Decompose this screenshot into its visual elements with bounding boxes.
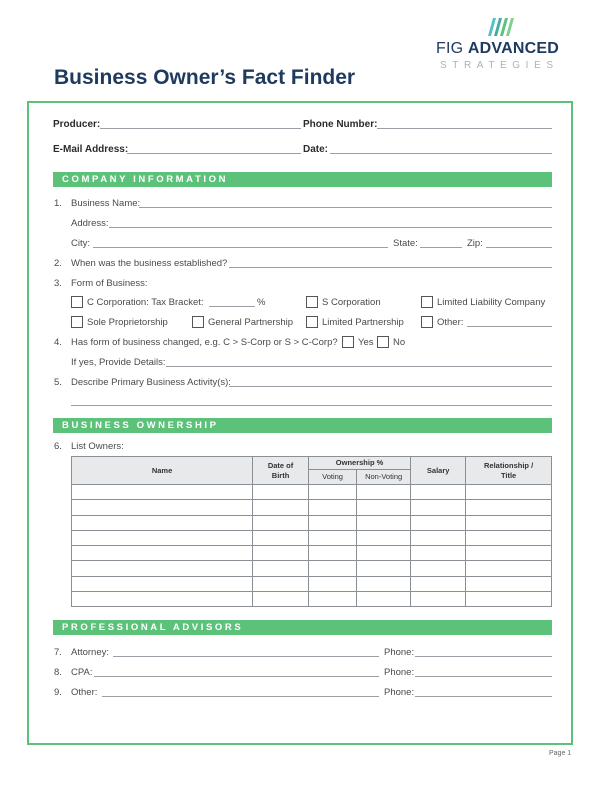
owner-relationship-cell[interactable] <box>466 592 552 607</box>
owner-salary-cell[interactable] <box>411 515 466 530</box>
sole-proprietorship-label: Sole Proprietorship <box>87 317 168 328</box>
cpa-label: CPA: <box>71 667 93 678</box>
owner-non-voting-cell[interactable] <box>357 515 411 530</box>
business-activity-field-2[interactable] <box>71 405 552 406</box>
owners-table-body <box>72 485 552 607</box>
owner-voting-cell[interactable] <box>308 515 356 530</box>
owner-non-voting-cell[interactable] <box>357 592 411 607</box>
col-dob-line2: Birth <box>271 470 290 480</box>
owner-voting-cell[interactable] <box>308 546 356 561</box>
other-phone-field[interactable] <box>415 696 552 697</box>
q7-number: 7. <box>54 647 62 658</box>
owner-name-cell[interactable] <box>72 515 253 530</box>
table-row <box>72 515 552 530</box>
owner-voting-cell[interactable] <box>308 592 356 607</box>
business-ownership-heading: BUSINESS OWNERSHIP <box>53 418 552 433</box>
col-salary: Salary <box>411 457 466 485</box>
cpa-phone-label: Phone: <box>384 667 415 678</box>
col-relationship-line2: Title <box>500 470 517 480</box>
form-changed-yes-checkbox[interactable] <box>342 336 354 348</box>
business-activity-label: Describe Primary Business Activity(s): <box>71 377 231 388</box>
owner-salary-cell[interactable] <box>411 485 466 500</box>
table-row <box>72 592 552 607</box>
owner-salary-cell[interactable] <box>411 576 466 591</box>
c-corporation-label: C Corporation: Tax Bracket: <box>87 297 204 308</box>
limited-partnership-label: Limited Partnership <box>322 317 404 328</box>
col-non-voting: Non-Voting <box>357 470 411 485</box>
owner-salary-cell[interactable] <box>411 500 466 515</box>
limited-partnership-checkbox[interactable] <box>306 316 318 328</box>
city-label: City: <box>71 238 90 249</box>
owner-name-cell[interactable] <box>72 500 253 515</box>
producer-field[interactable] <box>100 128 301 129</box>
owner-date-of-birth-cell[interactable] <box>253 515 309 530</box>
s-corporation-checkbox[interactable] <box>306 296 318 308</box>
business-name-field[interactable] <box>139 207 552 208</box>
general-partnership-checkbox[interactable] <box>192 316 204 328</box>
address-field[interactable] <box>109 227 552 228</box>
owner-voting-cell[interactable] <box>308 485 356 500</box>
col-date-of-birth <box>253 457 309 485</box>
owner-salary-cell[interactable] <box>411 561 466 576</box>
owner-date-of-birth-cell[interactable] <box>253 530 309 545</box>
sole-proprietorship-checkbox[interactable] <box>71 316 83 328</box>
owner-relationship-cell[interactable] <box>466 546 552 561</box>
zip-label: Zip: <box>467 238 483 249</box>
zip-field[interactable] <box>486 247 552 248</box>
col-relationship <box>466 457 552 485</box>
q5-number: 5. <box>54 377 62 388</box>
city-field[interactable] <box>93 247 388 248</box>
owner-name-cell[interactable] <box>72 546 253 561</box>
owner-date-of-birth-cell[interactable] <box>253 500 309 515</box>
col-name: Name <box>72 457 253 485</box>
owner-date-of-birth-cell[interactable] <box>253 576 309 591</box>
llc-label: Limited Liability Company <box>437 297 546 308</box>
owner-date-of-birth-cell[interactable] <box>253 485 309 500</box>
owner-voting-cell[interactable] <box>308 500 356 515</box>
q2-number: 2. <box>54 258 62 269</box>
table-row <box>72 530 552 545</box>
llc-checkbox[interactable] <box>421 296 433 308</box>
owner-voting-cell[interactable] <box>308 561 356 576</box>
established-label: When was the business established? <box>71 258 228 269</box>
q9-number: 9. <box>54 687 62 698</box>
s-corporation-label: S Corporation <box>322 297 381 308</box>
owner-relationship-cell[interactable] <box>466 500 552 515</box>
other-phone-label: Phone: <box>384 687 415 698</box>
table-row <box>72 500 552 515</box>
table-row <box>72 576 552 591</box>
owner-non-voting-cell[interactable] <box>357 485 411 500</box>
owner-non-voting-cell[interactable] <box>357 530 411 545</box>
form-changed-no-label: No <box>393 337 406 348</box>
email-label: E-Mail Address: <box>53 144 129 155</box>
c-corporation-checkbox[interactable] <box>71 296 83 308</box>
state-field[interactable] <box>420 247 462 248</box>
owner-salary-cell[interactable] <box>411 592 466 607</box>
other-advisor-field[interactable] <box>102 696 379 697</box>
owner-relationship-cell[interactable] <box>466 485 552 500</box>
phone-label: Phone Number: <box>303 119 378 130</box>
owner-name-cell[interactable] <box>72 576 253 591</box>
owner-name-cell[interactable] <box>72 485 253 500</box>
col-voting: Voting <box>308 470 356 485</box>
form-changed-yes-label: Yes <box>358 337 374 348</box>
business-name-label: Business Name: <box>71 198 141 209</box>
list-owners-label: List Owners: <box>71 441 124 452</box>
owner-relationship-cell[interactable] <box>466 561 552 576</box>
owner-salary-cell[interactable] <box>411 546 466 561</box>
phone-field[interactable] <box>377 128 552 129</box>
table-row <box>72 561 552 576</box>
other-form-field[interactable] <box>467 326 552 327</box>
company-logo <box>436 18 560 74</box>
logo-prefix: FIG <box>436 40 464 57</box>
owner-non-voting-cell[interactable] <box>357 546 411 561</box>
owner-relationship-cell[interactable] <box>466 530 552 545</box>
page-title: Business Owner’s Fact Finder <box>54 66 356 89</box>
state-label: State: <box>393 238 418 249</box>
q8-number: 8. <box>54 667 62 678</box>
q4-number: 4. <box>54 337 62 348</box>
owner-relationship-cell[interactable] <box>466 515 552 530</box>
address-label: Address: <box>71 218 109 229</box>
owner-relationship-cell[interactable] <box>466 576 552 591</box>
business-activity-field[interactable] <box>229 386 552 387</box>
form-changed-label: Has form of business changed, e.g. C > S-Corp or S > C-Corp? <box>71 337 338 348</box>
q6-number: 6. <box>54 441 62 452</box>
owner-date-of-birth-cell[interactable] <box>253 592 309 607</box>
other-advisor-label: Other: <box>71 687 98 698</box>
tax-bracket-field[interactable] <box>209 306 255 307</box>
page-number: Page 1 <box>549 750 572 757</box>
owner-date-of-birth-cell[interactable] <box>253 546 309 561</box>
table-row <box>72 546 552 561</box>
owner-non-voting-cell[interactable] <box>357 500 411 515</box>
form-of-business-label: Form of Business: <box>71 278 148 289</box>
general-partnership-label: General Partnership <box>208 317 294 328</box>
cpa-phone-field[interactable] <box>415 676 552 677</box>
professional-advisors-heading: PROFESSIONAL ADVISORS <box>53 620 552 635</box>
col-relationship-line1: Relationship / <box>484 460 534 470</box>
logo-wordmark <box>436 40 559 58</box>
q3-number: 3. <box>54 278 62 289</box>
details-field[interactable] <box>166 366 552 367</box>
producer-label: Producer: <box>53 119 101 130</box>
attorney-field[interactable] <box>113 656 379 657</box>
owner-non-voting-cell[interactable] <box>357 576 411 591</box>
col-ownership: Ownership % <box>308 457 410 470</box>
owner-non-voting-cell[interactable] <box>357 561 411 576</box>
owner-name-cell[interactable] <box>72 530 253 545</box>
email-field[interactable] <box>127 153 301 154</box>
owner-name-cell[interactable] <box>72 561 253 576</box>
attorney-label: Attorney: <box>71 647 110 658</box>
attorney-phone-label: Phone: <box>384 647 415 658</box>
owner-date-of-birth-cell[interactable] <box>253 561 309 576</box>
other-form-checkbox[interactable] <box>421 316 433 328</box>
logo-mark-icon <box>486 18 514 36</box>
col-dob-line1: Date of <box>267 460 294 470</box>
date-field[interactable] <box>330 153 552 154</box>
cpa-field[interactable] <box>94 676 379 677</box>
owner-voting-cell[interactable] <box>308 530 356 545</box>
q1-number: 1. <box>54 198 62 209</box>
logo-name: ADVANCED <box>467 40 560 57</box>
established-field[interactable] <box>229 267 552 268</box>
owner-salary-cell[interactable] <box>411 530 466 545</box>
table-row <box>72 485 552 500</box>
form-changed-no-checkbox[interactable] <box>377 336 389 348</box>
details-label: If yes, Provide Details: <box>71 357 166 368</box>
company-information-heading: COMPANY INFORMATION <box>53 172 552 187</box>
logo-subtitle: STRATEGIES <box>440 60 559 71</box>
date-label: Date: <box>303 144 329 155</box>
owners-table <box>71 456 552 607</box>
owner-voting-cell[interactable] <box>308 576 356 591</box>
tax-bracket-percent: % <box>257 297 266 308</box>
owner-name-cell[interactable] <box>72 592 253 607</box>
attorney-phone-field[interactable] <box>415 656 552 657</box>
other-form-label: Other: <box>437 317 464 328</box>
